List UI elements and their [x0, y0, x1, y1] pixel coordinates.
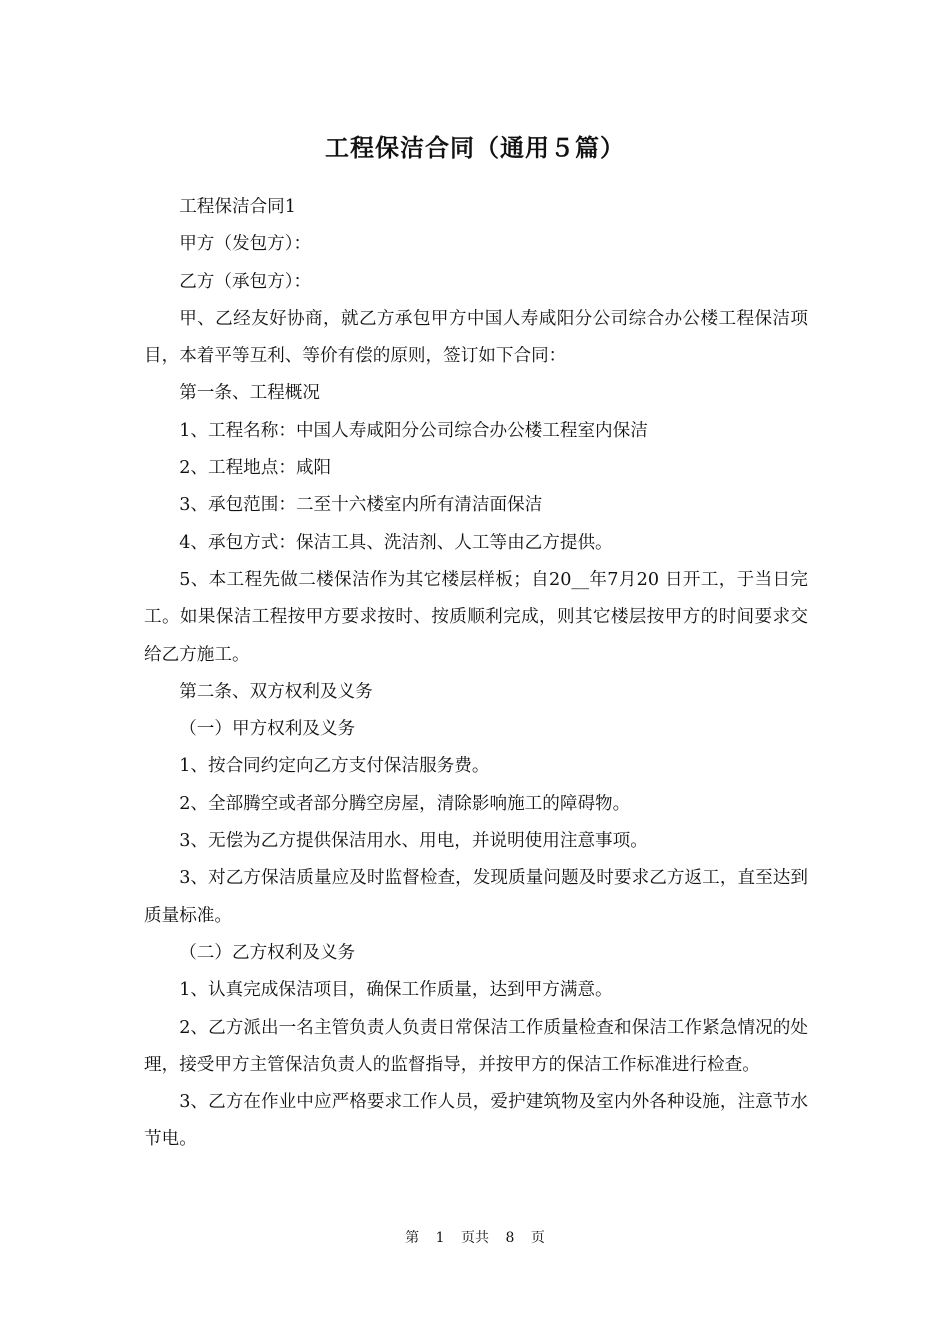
paragraph: （二）乙方权利及义务	[179, 942, 356, 963]
paragraph: 第二条、双方权利及义务	[179, 681, 373, 702]
footer-prefix: 第	[405, 1230, 420, 1246]
paragraph: 工程保洁合同1	[179, 197, 296, 217]
paragraph: 3、对乙方保洁质量应及时监督检查，发现质量问题及时要求乙方返工，直至达到质量标准。	[144, 868, 808, 926]
paragraph: 4、承包方式：保洁工具、洗洁剂、人工等由乙方提供。	[179, 532, 613, 553]
paragraph: 3、乙方在作业中应严格要求工作人员，爱护建筑物及室内外各种设施，注意节水节电。	[144, 1092, 808, 1150]
paragraph: 乙方（承包方）：	[179, 271, 312, 292]
footer-total-pages: 8	[505, 1230, 515, 1246]
footer-middle: 页共	[461, 1230, 489, 1246]
document-body	[144, 189, 808, 1159]
footer-current-page: 1	[435, 1230, 445, 1246]
paragraph: （一）甲方权利及义务	[179, 719, 356, 740]
paragraph: 甲、乙经友好协商，就乙方承包甲方中国人寿咸阳分公司综合办公楼工程保洁项目，本着平等互利、等价有偿的原则，签订如下合同：	[144, 308, 808, 367]
paragraph: 甲方（发包方）：	[179, 234, 312, 255]
paragraph: 2、工程地点：咸阳	[179, 458, 332, 479]
paragraph: 1、认真完成保洁项目，确保工作质量，达到甲方满意。	[179, 980, 613, 1001]
document-title: 工程保洁合同（通用５篇）	[325, 134, 625, 162]
paragraph: 第一条、工程概况	[179, 383, 320, 404]
paragraph: 5、本工程先做二楼保洁作为其它楼层样板；自20__年7月20 日开工，于当日完工。如果保洁工程按甲方要求按时、按质顺利完成，则其它楼层按甲方的时间要求交给乙方施工。	[144, 569, 808, 665]
paragraph: 3、承包范围：二至十六楼室内所有清洁面保洁	[179, 495, 543, 516]
paragraph: 1、工程名称：中国人寿咸阳分公司综合办公楼工程室内保洁	[179, 420, 648, 441]
paragraph: 1、按合同约定向乙方支付保洁服务费。	[179, 756, 490, 777]
paragraph: 2、全部腾空或者部分腾空房屋，清除影响施工的障碍物。	[179, 793, 631, 814]
footer-suffix: 页	[530, 1230, 545, 1246]
paragraph: 2、乙方派出一名主管负责人负责日常保洁工作质量检查和保洁工作紧急情况的处理，接受甲方主管保洁负责人的监督指导，并按甲方的保洁工作标准进行检查。	[144, 1017, 808, 1075]
paragraph: 3、无偿为乙方提供保洁用水、用电，并说明使用注意事项。	[179, 831, 648, 852]
page-footer	[0, 1226, 950, 1250]
